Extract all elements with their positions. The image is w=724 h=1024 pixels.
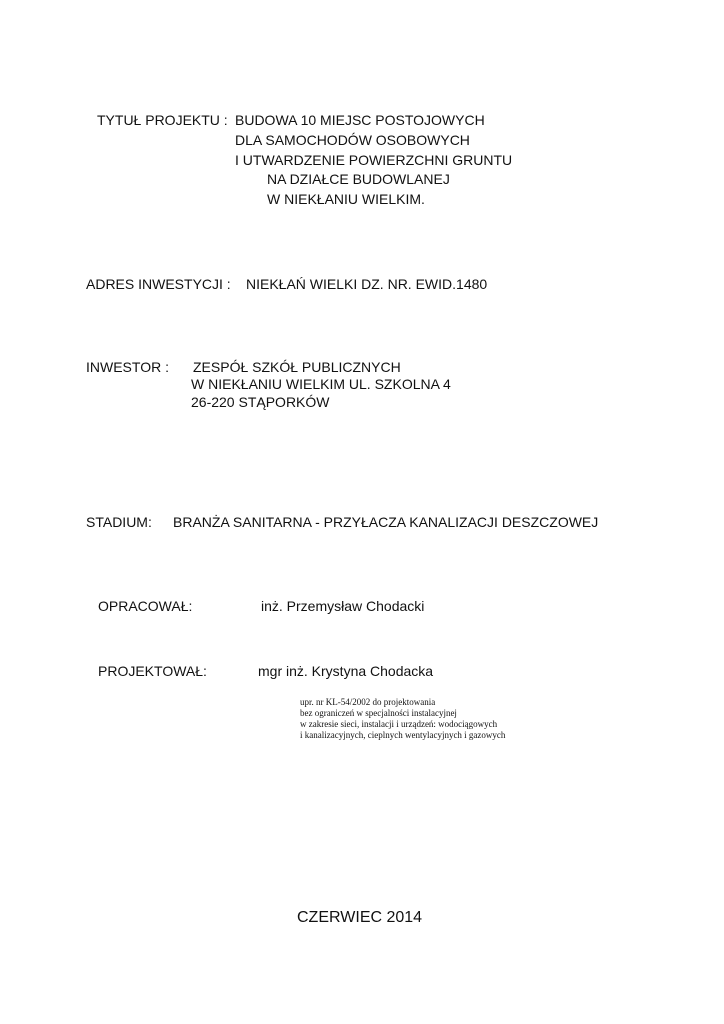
investor-line-2: W NIEKŁANIU WIELKIM UL. SZKOLNA 4	[191, 376, 451, 392]
document-date: CZERWIEC 2014	[297, 909, 423, 926]
project-title-line-1: BUDOWA 10 MIEJSC POSTOJOWYCH	[235, 112, 485, 128]
stage-value: BRANŻA SANITARNA - PRZYŁACZA KANALIZACJI DESZCZOWEJ	[173, 514, 599, 530]
prepared-by-label: OPRACOWAŁ:	[98, 598, 193, 614]
project-title-line-3: I UTWARDZENIE POWIERZCHNI GRUNTU	[235, 152, 513, 168]
investment-address-value: NIEKŁAŃ WIELKI DZ. NR. EWID.1480	[246, 276, 488, 292]
investor-line-1: ZESPÓŁ SZKÓŁ PUBLICZNYCH	[193, 359, 401, 375]
designed-by-label: PROJEKTOWAŁ:	[98, 663, 207, 679]
license-line-2: bez ograniczeń w specjalności instalacyjnej	[300, 708, 457, 718]
project-title-label: TYTUŁ PROJEKTU :	[97, 112, 228, 128]
stage-label: STADIUM:	[86, 514, 152, 530]
project-title-line-2: DLA SAMOCHODÓW OSOBOWYCH	[235, 132, 470, 148]
license-line-3: w zakresie sieci, instalacji i urządzeń: wodociągowych	[300, 719, 498, 729]
license-line-1: upr. nr KL-54/2002 do projektowania	[300, 697, 436, 707]
designed-by-name: mgr inż. Krystyna Chodacka	[258, 663, 434, 679]
investor-line-3: 26-220 STĄPORKÓW	[191, 394, 330, 410]
investor-label: INWESTOR :	[86, 359, 169, 375]
investment-address-label: ADRES INWESTYCJI :	[86, 276, 231, 292]
project-title-line-5: W NIEKŁANIU WIELKIM.	[267, 191, 425, 207]
license-line-4: i kanalizacyjnych, cieplnych wentylacyjnych i gazowych	[300, 730, 506, 740]
project-title-line-4: NA DZIAŁCE BUDOWLANEJ	[267, 171, 450, 187]
prepared-by-name: inż. Przemysław Chodacki	[261, 598, 425, 614]
